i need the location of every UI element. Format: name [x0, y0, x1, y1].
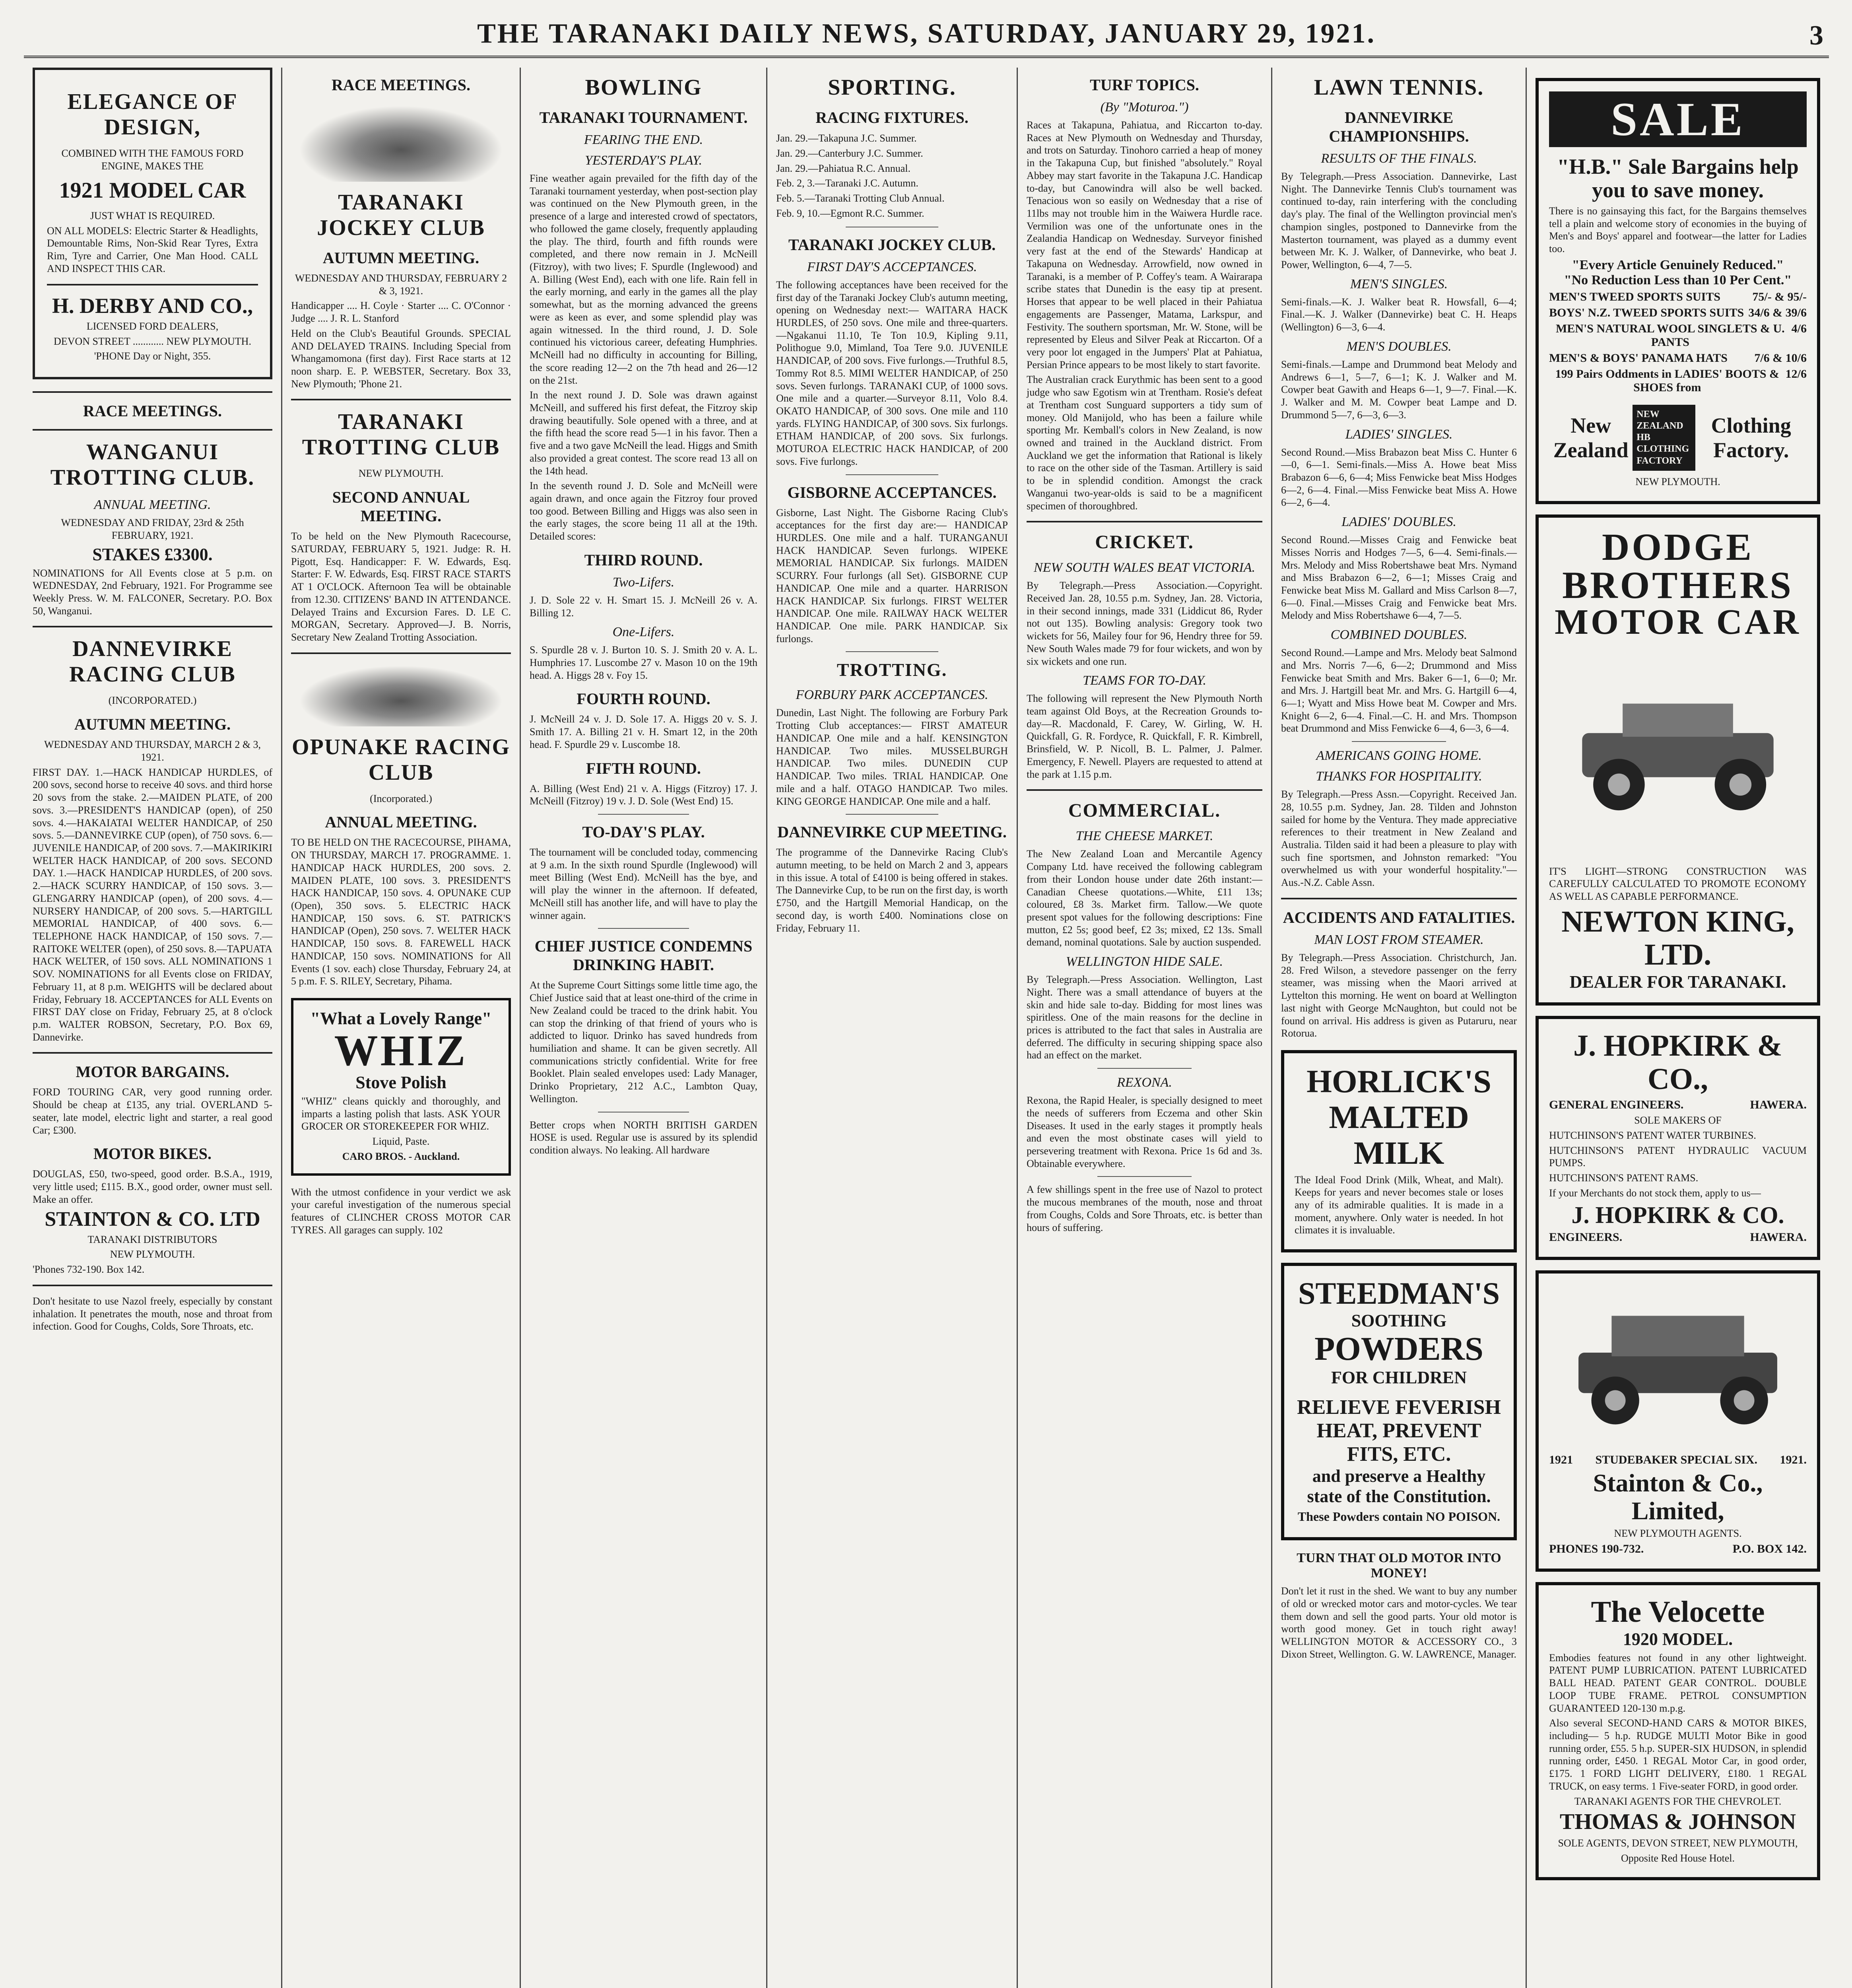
hb-sale-banner: SALE [1549, 91, 1807, 147]
list-item: HUTCHINSON'S PATENT HYDRAULIC VACUUM PUMPS. [1549, 1144, 1807, 1169]
velocette-agents: TARANAKI AGENTS FOR THE CHEVROLET. [1574, 1795, 1782, 1807]
turf-topics-title: TURF TOPICS. [1090, 76, 1199, 94]
hb-sale-headline: "H.B." Sale Bargains help you to save money. [1557, 155, 1799, 202]
garden-hose-text: Better crops when NORTH BRITISH GARDEN HOSE is used. Regular use is assured by its splendid condition always. No leaking. All hardware [530, 1119, 757, 1156]
hb-logo: NEW ZEALAND HB CLOTHING FACTORY [1633, 405, 1695, 471]
dodge-dealer-sub: DEALER FOR TARANAKI. [1569, 972, 1786, 992]
velocette-also: Also several SECOND-HAND CARS & MOTOR BIKES, including— 5 h.p. RUDGE MULTI Motor Bike in good running order, £55. 5 h.p. SUPER-SIX HUDSON, in splendid running order, £450. 1 REGAL Motor Car, in good order, £175. 1 FORD LIGHT DELIVERY, £180. 1 REGAL TRUCK, on easy terms. 1 Five-seater FORD, in good order. [1549, 1717, 1807, 1792]
tjc-title: TARANAKI JOCKEY CLUB [317, 190, 485, 240]
trotting-title: TROTTING. [837, 660, 947, 680]
dodge-dealer: NEWTON KING, LTD. [1561, 905, 1794, 972]
ladies-singles-title: LADIES' SINGLES. [1345, 427, 1453, 442]
list-item: Jan. 29.—Takapuna J.C. Summer. [776, 132, 917, 144]
mens-singles-title: MEN'S SINGLES. [1350, 276, 1448, 291]
opunake-engraving [291, 663, 511, 726]
scores-2: S. Spurdle 28 v. J. Burton 10. S. J. Smith 20 v. A. L. Humphries 17. Luscombe 27 v. Mason 10 on the 19th head. A. Higgs 28 v. Foy 15. [530, 644, 757, 681]
masthead-title: THE TARANAKI DAILY NEWS, SATURDAY, JANUARY 29, 1921. [477, 18, 1376, 49]
tjc-acceptances-body: The following acceptances have been received for the first day of the Taranaki Jockey Club's autumn meeting, opening on Wednesday next:— WAITARA HACK HURDLES, of 250 sovs. One mile and three-quarters.—Ngakanui 11.10, Te Ton 10.9, Kipling 9.11, Polithogue 9.0, Mimland, Toa Tere 9.0. JUVENILE HANDICAP, of 200 sovs. Five furlongs.—Truthful 8.5, Tommy Rot 8.5. MIMI WELTER HANDICAP, of 250 sovs. Seven furlongs. TARANAKI CUP, of 1000 sovs. One mile and a quarter.—Surveyor 8.11, Volo 8.4. OKATO HANDICAP, of 300 sovs. One mile and 110 yards. FLYING HANDICAP, of 300 sovs. Six furlongs. ETHAM HANDICAP, of 200 sovs. Six furlongs. MOTUROA ELECTRIC HACK HANDICAP, of 200 sovs. Five furlongs. [776, 279, 1008, 467]
opunake-meeting: ANNUAL MEETING. [325, 813, 477, 831]
derby-line3: ON ALL MODELS: Electric Starter & Headlights, Demountable Rims, Non-Skid Rear Tyres, Extra Rim, Tyre and Carrier, One Man Hood. CALL AND INSPECT THIS CAR. [47, 225, 258, 274]
bowling-body3: In the seventh round J. D. Sole and McNeill were again drawn, and once again the Fitzroy four proved too good. Between Billing and Higgs was also seen in the early stages, the score being 11 all at the 19th. Detailed scores: [530, 480, 757, 542]
horlicks-brand: HORLICK'S [1306, 1063, 1491, 1099]
list-item: Jan. 29.—Pahiatua R.C. Annual. [776, 162, 910, 174]
americans-sub: THANKS FOR HOSPITALITY. [1316, 769, 1482, 784]
derby-phone: 'PHONE Day or Night, 355. [94, 350, 211, 362]
hb-item-name: BOYS' N.Z. TWEED SPORTS SUITS [1549, 306, 1744, 319]
lawn-tennis-sub: DANNEVIRKE CHAMPIONSHIPS. [1329, 109, 1469, 145]
opunake-sub: (Incorporated.) [370, 792, 432, 804]
studebaker-ad [1536, 1270, 1820, 1572]
bowling-body2: In the next round J. D. Sole was drawn against McNeill, and suffered his first defeat, the Fitzroy skip drawing beautifully. Sole opened with a three, and at the fifth head the score read 5—1 in his favor. Then a five and a two gave McNeill the lead. Higgs and Smith also provided a great contest. The score read 13 all on the 14th head. [530, 389, 757, 477]
tjc-meeting: AUTUMN MEETING. [322, 249, 480, 267]
hb-item [1549, 306, 1807, 320]
lawn-tennis-title: LAWN TENNIS. [1314, 75, 1484, 100]
stude-year-left: 1921 [1549, 1453, 1573, 1466]
motor-bargains-title: MOTOR BARGAINS. [76, 1063, 229, 1081]
americans-title: AMERICANS GOING HOME. [1316, 748, 1482, 763]
steedmans-line3: These Powders contain NO POISON. [1297, 1509, 1501, 1524]
velocette-opposite: Opposite Red House Hotel. [1621, 1852, 1735, 1864]
hb-item-name: MEN'S TWEED SPORTS SUITS [1549, 290, 1721, 303]
whiz-product: Stove Polish [355, 1073, 446, 1092]
bowling-sub: TARANAKI TOURNAMENT. [539, 109, 748, 126]
tjc-body: Held on the Club's Beautiful Grounds. SPECIAL AND DELAYED TRAINS. Including Special from Whangamomona (first day). First Race starts at 12 noon sharp. E. P. WEBSTER, Secretary. Box 33, New Plymouth; 'Phone 21. [291, 327, 511, 390]
steedmans-product: POWDERS [1314, 1330, 1483, 1367]
steedmans-ad [1281, 1263, 1517, 1540]
hopkirk-town-2: HAWERA. [1750, 1230, 1807, 1244]
masthead [24, 12, 1829, 58]
velocette-brand: The Velocette [1591, 1595, 1765, 1629]
ttc-meeting: SECOND ANNUAL MEETING. [332, 488, 470, 525]
horlicks-ad [1281, 1050, 1517, 1252]
turf-topics-body: Races at Takapuna, Pahiatua, and Riccarton to-day. Races at New Plymouth on Wednesday and Thursday, and trots on Saturday. Tinohoro carried a heap of money in the Takapuna Cup, but finished "absolutely." Royal Abbey may start favorite in the Takapuna J.C. Handicap to-day, but Canowindra will also be well backed. Tenacious won so easily on Wednesday that a rise of 11lbs may not trouble him in the Waiwera Hurdle race. Vermilion was one of the unfortunate ones in the Zealandia Handicap on Wednesday. Surveyor finished very fast at the end of the Stewards' Handicap at Takapuna on Wednesday. Arrowfield, now owned in Taranaki, is a member of P. Coffey's team. A Wairarapa scribe states that Dunedin is the easy tip at present. Horses that appear to be well placed in their Pahiatua engagements are Passenger, Matama, Larkspur, and Festivity. The southern sportsman, Mr. W. Stone, will be represented by Eleus and Silver Peak at Riccarton. Of a very poor lot engaged in the Jumpers' Plat at Pahiatua, Persian Prince appears to be most likely to start favorite. [1027, 119, 1262, 371]
hopkirk-trade-2: ENGINEERS. [1549, 1230, 1623, 1244]
ladies-singles-body: Second Round.—Miss Brabazon beat Miss C. Hunter 6—0, 6—1. Semi-finals.—Miss A. Howe beat Miss Brabazon 6—6, 6—4; Miss Fenwicke beat Miss Hodges 6—2, 6—4. Final.—Miss Fenwicke beat Miss A. Howe 6—2, 6—4. [1281, 446, 1517, 509]
list-item: Jan. 29.—Canterbury J.C. Summer. [776, 147, 923, 159]
whiz-maker: CARO BROS. - Auckland. [342, 1150, 460, 1162]
hb-item-price: 75/- & 95/- [1752, 290, 1807, 303]
velocette-model: 1920 MODEL. [1623, 1629, 1733, 1649]
whiz-tagline: "What a Lovely Range" [310, 1009, 492, 1028]
list-item: HUTCHINSON'S PATENT WATER TURBINES. [1549, 1129, 1756, 1141]
steedmans-soothing: SOOTHING [1351, 1310, 1447, 1330]
hb-slogan-2: "No Reduction Less than 10 Per Cent." [1564, 272, 1792, 287]
clincher-tyres-text: With the utmost confidence in your verdict we ask your careful investigation of the numerous special features of CLINCHER CROSS MOTOR CAR TYRES. All garages can supply. 102 [291, 1186, 511, 1236]
hopkirk-town: HAWERA. [1750, 1098, 1807, 1112]
hb-slogan-1: "Every Article Genuinely Reduced." [1572, 257, 1784, 272]
results-title: RESULTS OF THE FINALS. [1321, 151, 1477, 166]
column-7 [1527, 68, 1829, 1988]
race-meetings-title-2: RACE MEETINGS. [332, 76, 470, 94]
turn-motor-title: TURN THAT OLD MOTOR INTO MONEY! [1297, 1551, 1501, 1581]
stude-phones: PHONES 190-732. [1549, 1542, 1644, 1556]
forbury-body: Dunedin, Last Night. The following are Forbury Park Trotting Club acceptances:— FIRST AMATEUR HANDICAP. One mile and a half. KENSINGTON HANDICAP. Two miles. MUSSELBURGH HANDICAP. Two miles. DUNEDIN CUP HANDICAP. Two miles. TRIAL HANDICAP. One mile and a half. OTAGO HANDICAP. Two miles. KING GEORGE HANDICAP. One mile and a half. [776, 707, 1008, 807]
hide-title: WELLINGTON HIDE SALE. [1066, 954, 1223, 969]
hb-sale-ad [1536, 78, 1820, 504]
cheese-title: THE CHEESE MARKET. [1075, 829, 1213, 844]
commercial-title: COMMERCIAL. [1068, 800, 1221, 821]
gisborne-title: GISBORNE ACCEPTANCES. [787, 483, 997, 501]
nazol-note: Don't hesitate to use Nazol freely, especially by constant inhalation. It penetrates the mouth, nose and throat from infection. Good for Coughs, Colds, Sore Throats, etc. [33, 1295, 272, 1332]
scores-4: A. Billing (West End) 21 v. A. Higgs (Fitzroy) 17. J. McNeill (Fitzroy) 19 v. J. D. Sole (West End) 15. [530, 782, 757, 807]
dodge-ad [1536, 514, 1820, 1006]
stude-box: P.O. BOX 142. [1732, 1542, 1807, 1556]
combined-doubles-title: COMBINED DOUBLES. [1330, 627, 1468, 643]
turf-topics-byline: (By "Moturoa.") [1100, 100, 1189, 115]
velocette-sole: SOLE AGENTS, DEVON STREET, NEW PLYMOUTH, [1558, 1837, 1798, 1849]
stainton-phone: 'Phones 732-190. Box 142. [33, 1264, 145, 1276]
tjc-acceptances-sub: FIRST DAY'S ACCEPTANCES. [807, 259, 977, 274]
cheese-body: The New Zealand Loan and Mercantile Agency Company Ltd. have received the following cablegram from their London house under date 26th instant:— Canadian Cheese quotations.—White, £11 13s; coloured, £8 3s. Market firm. Tallow.—We quote present spot values for the following descriptions: Fine mutton, £2 5s; good beef, £2 3s; mixed, £2 13s. Small demand, nominal quotations. Sale by auction suspended. [1027, 848, 1262, 948]
hopkirk-ad [1536, 1016, 1820, 1260]
sporting-title: SPORTING. [828, 75, 956, 100]
cricket-sub: NEW SOUTH WALES BEAT VICTORIA. [1033, 560, 1256, 575]
dannevirke-title: DANNEVIRKE RACING CLUB [69, 637, 236, 687]
hb-item [1549, 290, 1807, 304]
column-5 [1018, 68, 1272, 1988]
derby-headline: ELEGANCE OF DESIGN, [67, 89, 238, 140]
hopkirk-company-2: J. HOPKIRK & CO. [1571, 1202, 1784, 1228]
hb-footer-left: New Zealand [1553, 413, 1629, 462]
ladies-doubles-body: Second Round.—Misses Craig and Fenwicke beat Misses Norris and Hodges 7—5, 6—4. Semi-finals.—Mrs. Melody and Miss Robertshawe beat Mrs. Nymand and Miss Brabazon 6—2, 6—1; Misses Craig and Fenwicke beat Miss M. Gallard and Miss Carlson 8—7, 6—0. Final.—Misses Craig and Fenwicke beat Mrs. Melody and Miss Robertshawe 6—4, 7—5. [1281, 534, 1517, 621]
velocette-company: THOMAS & JOHNSON [1559, 1809, 1796, 1835]
teams-body: The following will represent the New Plymouth North team against Old Boys, at the Recreation Grounds to-day—R. Macdonald, F. Carey, W. Girling, W. H. Quickfall, G. R. Fordyce, R. Quickfall, F. R. Kimbrell, Brinsfield, W. P. Nicoll, B. L. Palmer, J. Palmer. Emergency, F. Newell. Players are requested to attend at the park at 1.15 p.m. [1027, 693, 1262, 780]
dodge-product: MOTOR CAR [1555, 602, 1801, 642]
tjc-dates: WEDNESDAY AND THURSDAY, FEBRUARY 2 & 3, 1921. [295, 272, 507, 297]
turf-topics-body2: The Australian crack Eurythmic has been sent to a good judge who saw Egotism win at Trentham. Rosie's defeat at Trentham cost Sunguard supporters a tidy sum of money. Old Manijold, who has been a failure while sporting Mr. Kemball's colors in New Zealand, is now owned and trained in the Auckland district. From Auckland we get the information that Rational is likely to race on the other side of the Tasman. Artillery is said to be in splendid condition. Amongst the crack Wanganui two-year-olds is said to be a magnificent specimen of thoroughbred. [1027, 374, 1262, 512]
derby-line2: JUST WHAT IS REQUIRED. [90, 210, 215, 222]
bowling-title: BOWLING [585, 75, 702, 100]
derby-line1: COMBINED WITH THE FAMOUS FORD ENGINE, MAKES THE [61, 148, 244, 172]
racing-fixtures-title: RACING FIXTURES. [815, 109, 969, 126]
hb-location: NEW PLYMOUTH. [1635, 476, 1720, 487]
ladies-doubles-title: LADIES' DOUBLES. [1341, 514, 1456, 530]
horlicks-product: MALTED MILK [1329, 1099, 1469, 1171]
accidents-sub: MAN LOST FROM STEAMER. [1314, 932, 1484, 947]
ttc-title: TARANAKI TROTTING CLUB [302, 410, 500, 460]
turn-motor-body: Don't let it rust in the shed. We want to buy any number of old or wrecked motor cars and motor-cycles. We tear them down and sell the good parts. Your old motor is worth good money. Get in touch right away! WELLINGTON MOTOR & ACCESSORY CO., 3 Dixon Street, Wellington. G. W. LAWRENCE, Manager. [1281, 1585, 1517, 1660]
motor-bargains-body: FORD TOURING CAR, very good running order. Should be cheap at £135, any trial. OVERLAND 5-seater, late model, electric light and starter, a real good Car; £300. [33, 1086, 272, 1136]
page-number: 3 [1809, 20, 1825, 51]
derby-licensed: LICENSED FORD DEALERS, [86, 320, 219, 332]
whiz-body: "WHIZ" cleans quickly and thoroughly, and imparts a lasting polish that lasts. ASK YOUR GROCER OR STOREKEEPER FOR WHIZ. [301, 1095, 501, 1132]
todays-play-body: The tournament will be concluded today, commencing at 9 a.m. In the sixth round Spurdle (Inglewood) will meet Billing (West End). McNeill has the bye, and will play the winner in the afternoon. If defeated, McNeill still has another life, and will have to play the winner again. [530, 846, 757, 921]
chief-justice-title: CHIEF JUSTICE CONDEMNS DRINKING HABIT. [534, 937, 753, 974]
lawn-body: By Telegraph.—Press Association. Dannevirke, Last Night. The Dannevirke Tennis Club's tournament was continued to-day, rain interfering with the concluding day's play. The final of the Wellington provincial men's champion singles, postponed to Dannevirke from the Masterton tournament, was played as a dummy event between Mr. K. J. Walker, of Dannevirke, who beat J. Power, Wellington, 6—4, 7—5. [1281, 171, 1517, 271]
rexona-body: Rexona, the Rapid Healer, is specially designed to meet the needs of sufferers from Eczema and other Skin Diseases. It used in the early stages it promptly heals and even the most obstinate cases will yield to persevering treatment with Rexona. Price 1s 6d and 3s. Obtainable everywhere. [1027, 1095, 1262, 1169]
hopkirk-company: J. HOPKIRK & CO., [1573, 1029, 1782, 1096]
derby-ad [33, 68, 272, 379]
mens-doubles-title: MEN'S DOUBLES. [1346, 339, 1452, 354]
steedmans-line2: and preserve a Healthy state of the Constitution. [1307, 1466, 1491, 1507]
stainton-location: NEW PLYMOUTH. [110, 1248, 195, 1260]
hide-body: By Telegraph.—Press Association. Wellington, Last Night. There was a small attendance of buyers at the skin and hide sale to-day. Bidding for most lines was spiritless. One of the main reasons for the decline in prices is attributed to the fact that sales in Australia are deferred. The difficulty in securing shipping space also had an effect on the market. [1027, 974, 1262, 1061]
bowling-h1: FEARING THE END. [584, 132, 703, 147]
hb-item-price: 34/6 & 39/6 [1748, 306, 1807, 319]
cricket-title: CRICKET. [1095, 532, 1194, 553]
mens-doubles-body: Semi-finals.—Lampe and Drummond beat Melody and Andrews 6—1, 5—7, 6—1; K. J. Walker and M. Cowper beat Gawith and Heaps 6—1, 9—7. Final.—K. J. Walker and M. M. Cowper beat Lampe and D. Drummond 5—7, 6—3, 6—3. [1281, 358, 1517, 421]
hb-item [1549, 322, 1807, 349]
motor-bikes-body: DOUGLAS, £50, two-speed, good order. B.S.A., 1919, very little used; £115. B.X., good order, owner must sell. Make an offer. [33, 1168, 272, 1205]
whiz-brand: WHIZ [334, 1026, 468, 1075]
accidents-body: By Telegraph.—Press Association. Christchurch, Jan. 28. Fred Wilson, a stevedore passenger on the ferry steamer, was missing when the Maori arrived at Lyttelton this morning. He went on board at Wellington last night with George McNaughton, but could not be found on arrival. His address is given as Putaruru, near Rotorua. [1281, 951, 1517, 1039]
stude-agents: NEW PLYMOUTH AGENTS. [1614, 1528, 1742, 1540]
stainton-distributors: TARANAKI DISTRIBUTORS [87, 1233, 217, 1245]
steedmans-line1: RELIEVE FEVERISH HEAT, PREVENT FITS, ETC. [1297, 1396, 1501, 1466]
dannevirke-dates: WEDNESDAY AND THURSDAY, MARCH 2 & 3, 1921. [44, 739, 261, 763]
stainton-company: STAINTON & CO. LTD [45, 1208, 260, 1231]
race-meetings-title: RACE MEETINGS. [83, 402, 222, 420]
hopkirk-note: If your Merchants do not stock them, apply to us— [1549, 1187, 1761, 1199]
list-item: Feb. 5.—Taranaki Trotting Club Annual. [776, 192, 945, 204]
velocette-body: Embodies features not found in any other lightweight. PATENT PUMP LUBRICATION. PATENT LUBRICATED BALL HEAD. PATENT GEAR CONTROL. DOUBLE LOOP TUBE FRAME. PETROL CONSUMPTION GUARANTEED 120-130 m.p.g. [1549, 1652, 1807, 1714]
tjc-officials: Handicapper .... H. Coyle · Starter .... C. O'Connor · Judge .... J. R. L. Stanford [291, 300, 511, 324]
hb-footer-right: Clothing Factory. [1711, 413, 1791, 462]
hb-item-name: MEN'S NATURAL WOOL SINGLETS & U. PANTS [1555, 322, 1785, 349]
scores-3: J. McNeill 24 v. J. D. Sole 17. A. Higgs 20 v. S. J. Smith 17. A. Billing 21 v. H. Smart 12, in the 20th head. F. Spurdle 29 v. Luscombe 18. [530, 713, 757, 750]
dannevirke-sub: (INCORPORATED.) [108, 695, 197, 707]
dodge-car-illustration [1549, 640, 1807, 863]
stude-dealer: Stainton & Co., Limited, [1593, 1468, 1763, 1525]
rexona-title: REXONA. [1117, 1075, 1172, 1090]
dannevirke-cup-body: The programme of the Dannevirke Racing Club's autumn meeting, to be held on March 2 and 3, appears in this issue. A total of £4100 is being offered in stakes. The Dannevirke Cup, to be run on the first day, is worth £750, and the Hartgill Memorial Handicap, on the second day, is worth £400. Nominations close on Friday, February 11. [776, 846, 1008, 934]
hopkirk-makers: SOLE MAKERS OF [1634, 1114, 1722, 1126]
hb-item-name: MEN'S & BOYS' PANAMA HATS [1549, 351, 1728, 365]
combined-doubles-body: Second Round.—Lampe and Mrs. Melody beat Salmond and Mrs. Norris 7—6, 6—2; Drummond and Miss Fenwicke beat Smith and Mrs. Baker 6—1, 6—0; Mr. and Mrs. J. Hartgill beat Mr. and Mrs. G. Hartgill 6—4, 6—1; Wyatt and Miss Howe beat M. Cowper and Mrs. Knight 6—2, 6—4. Final.—C. H. and Mrs. Thompson beat Drummond and Miss Fenwicke 6—4, 6—3, 6—4. [1281, 647, 1517, 734]
dodge-brand: DODGE BROTHERS [1562, 525, 1794, 606]
ttc-body: To be held on the New Plymouth Racecourse, SATURDAY, FEBRUARY 5, 1921. Judge: R. H. Pigott, Esq. Handicapper: F. W. Edwards, Esq. Starter: F. W. Edwards, Esq. FIRST RACE STARTS AT 1 O'CLOCK. Afternoon Tea will be obtainable from 12.30. CITIZENS' BAND IN ATTENDANCE. Delayed Trains and Excursion Fares. D. LE C. MORGAN, Secretary. Approved—J. B. Norris, Secretary New Zealand Trotting Association. [291, 530, 511, 643]
horse-race-engraving [291, 102, 511, 182]
fourth-round: FOURTH ROUND. [577, 690, 711, 708]
ttc-location: NEW PLYMOUTH. [358, 468, 444, 480]
studebaker-car-illustration [1549, 1284, 1807, 1451]
gisborne-body: Gisborne, Last Night. The Gisborne Racing Club's acceptances for the first day are:— HANDICAP HURDLES. One mile and a half. TURANGANUI HACK HANDICAP. Seven furlongs. WIPEKE MEMORIAL HANDICAP. Six furlongs. MAIDEN SCURRY. Four furlongs (all Set). GISBORNE CUP HANDICAP. One mile and a quarter. HARRISON HACK HANDICAP. Six furlongs. FIRST WELTER HANDICAP. One mile. RAILWAY HACK WELTER HANDICAP. One mile. PARK HANDICAP. Six furlongs. [776, 507, 1008, 645]
hb-item-price: 4/6 [1791, 322, 1807, 335]
hopkirk-trade: GENERAL ENGINEERS. [1549, 1098, 1684, 1112]
steedmans-brand: STEEDMAN'S [1298, 1276, 1500, 1311]
hb-item [1549, 367, 1807, 394]
column-4 [767, 68, 1018, 1988]
fixtures-list [776, 132, 1008, 220]
derby-company: H. DERBY AND CO., [52, 293, 253, 318]
dannevirke-meeting: AUTUMN MEETING. [74, 715, 231, 734]
whiz-forms: Liquid, Paste. [372, 1136, 430, 1147]
forbury-title: FORBURY PARK ACCEPTANCES. [796, 687, 988, 703]
dodge-tagline: IT'S LIGHT—STRONG CONSTRUCTION WAS CAREFULLY CALCULATED TO PROMOTE ECONOMY AS WELL AS CAPABLE PERFORMANCE. [1549, 865, 1807, 903]
wanganui-sub: ANNUAL MEETING. [94, 497, 211, 513]
hb-sale-body: There is no gainsaying this fact, for the Bargains themselves tell a plain and welcome story of economies in the buying of Men's and Boys' apparel and footwear—the latter for Ladies too. [1549, 205, 1807, 254]
column-3 [521, 68, 767, 1988]
opunake-title: OPUNAKE RACING CLUB [291, 734, 511, 785]
hb-item-price: 7/6 & 10/6 [1754, 351, 1807, 365]
mens-singles-body: Semi-finals.—K. J. Walker beat R. Howsfall, 6—4; Final.—K. J. Walker (Dannevirke) beat C. H. Heaps (Wellington) 6—3, 6—4. [1281, 296, 1517, 333]
bowling-h2: YESTERDAY'S PLAY. [584, 153, 703, 168]
stude-model: STUDEBAKER SPECIAL SIX. [1595, 1453, 1758, 1466]
nazol-text: A few shillings spent in the free use of Nazol to protect the mucous membranes of the mouth, nose and throat from Coughs, Colds and Sore Throats, etc. is better than hours of suffering. [1027, 1184, 1262, 1233]
wanganui-body: NOMINATIONS for All Events close at 5 p.m. on WEDNESDAY, 2nd February, 1921. For Programme see Weekly Press. W. M. FALCONER, Secretary. P.O. Box 50, Wanganui. [33, 567, 272, 617]
column-2 [282, 68, 521, 1988]
third-round: THIRD ROUND. [584, 551, 703, 569]
wanganui-dates: WEDNESDAY AND FRIDAY, 23rd & 25th FEBRUARY, 1921. [61, 517, 244, 541]
column-6 [1272, 68, 1527, 1988]
todays-play-title: TO-DAY'S PLAY. [582, 823, 705, 841]
list-item: HUTCHINSON'S PATENT RAMS. [1549, 1172, 1699, 1184]
list-item: Feb. 2, 3.—Taranaki J.C. Autumn. [776, 177, 918, 189]
horlicks-body: The Ideal Food Drink (Milk, Wheat, and Malt). Keeps for years and never becomes stale or loses any of its admirable qualities. It is made in a moment, anywhere. Only water is needed. In hot climates it is invaluable. [1295, 1174, 1503, 1236]
column-1 [24, 68, 282, 1988]
stude-year-right: 1921. [1780, 1453, 1807, 1466]
chief-justice-body: At the Supreme Court Sittings some little time ago, the Chief Justice said that at least one-third of the crime in New Zealand could be traced to the drink habit. You can stop the drinking of that friend of yours who is addicted to liquor. Drinko has saved hundreds from humiliation and shame. It can be given secretly. All communications strictly confidential. Write for free Booklet. Plain sealed envelopes used: Lady Manager, Drinko Proprietary, 212 A.C., Lambton Quay, Wellington. [530, 979, 757, 1105]
velocette-ad [1536, 1582, 1820, 1880]
derby-address: DEVON STREET ............ NEW PLYMOUTH. [54, 335, 251, 347]
one-lifers-1: One-Lifers. [612, 625, 675, 640]
hb-item-price: 12/6 [1785, 367, 1807, 381]
motor-bikes-title: MOTOR BIKES. [93, 1145, 212, 1163]
steedmans-for: FOR CHILDREN [1331, 1368, 1467, 1388]
derby-product: 1921 MODEL CAR [59, 178, 246, 203]
dannevirke-cup-title: DANNEVIRKE CUP MEETING. [777, 823, 1007, 841]
teams-title: TEAMS FOR TO-DAY. [1083, 673, 1206, 688]
two-lifers-1: Two-Lifers. [612, 575, 675, 590]
list-item: Feb. 9, 10.—Egmont R.C. Summer. [776, 207, 924, 219]
cricket-body: By Telegraph.—Press Association.—Copyright. Received Jan. 28, 10.55 p.m. Sydney, Jan. 28. Victoria, in their second innings, made 331 (Liddicut 86, Ryder not out 135). Bowling analysis: Gregory took two wickets for 56, Mailey four for 96, Hendry three for 59. New South Wales made 79 for four wickets, and won by six wickets and one run. [1027, 580, 1262, 667]
dannevirke-body: FIRST DAY. 1.—HACK HANDICAP HURDLES, of 200 sovs, second horse to receive 40 sovs. and third horse 20 sovs from the stake. 2.—MAIDEN PLATE, of 200 sovs. 3.—PRESIDENT'S HANDICAP (open), of 250 sovs. 4.—HAKAIATAI WELTER HANDICAP, of 250 sovs. 5.—DANNEVIRKE CUP (open), of 750 sovs. 6.—JUVENILE HANDICAP, of 200 sovs. 7.—MAKIRIKIRI WELTER HACK HANDICAP, of 200 sovs. SECOND DAY. 1.—HACK HANDICAP HURDLES, of 200 sovs. 2.—HACK SCURRY HANDICAP, of 150 sovs. 3.—GLENGARRY HANDICAP (open), of 200 sovs. 4.—NURSERY HANDICAP, of 200 sovs. 5.—HARTGILL MEMORIAL HANDICAP, of 400 sovs. 6.—TELEPHONE HACK HANDICAP, of 150 sovs. 7.—RAITOKE WELTER (open), of 250 sovs. 8.—TAPUATA HACK WELTER, of 150 sovs. ALL NOMINATIONS 1 SOV. NOMINATIONS for all Events close on FRIDAY, February 11, at 8 p.m. WEIGHTS will be declared about Friday, February 18. ACCEPTANCES for ALL Events on FIRST DAY close on Friday, February 25, at 8 o'clock p.m. WALTER ROBSON, Secretary, P.O. Box 69, Dannevirke. [33, 766, 272, 1043]
wanganui-title: WANGANUI TROTTING CLUB. [50, 440, 255, 490]
hb-item [1549, 351, 1807, 365]
americans-body: By Telegraph.—Press Assn.—Copyright. Received Jan. 28, 10.55 p.m. Sydney, Jan. 28. Tilden and Johnston sailed for home by the Ventura. They made appreciative references to their treatment in New Zealand and Australia. Tilden said it had been a pleasure to play with such fine sportsmen, and Johnston remarked: "You overwhelmed us with your wonderful hospitality."—Aus.-N.Z. Cable Assn. [1281, 788, 1517, 889]
hb-item-name: 199 Pairs Oddments in LADIES' BOOTS & SHOES from [1555, 367, 1780, 394]
scores-1: J. D. Sole 22 v. H. Smart 15. J. McNeill 26 v. A. Billing 12. [530, 594, 757, 619]
whiz-ad [291, 998, 511, 1176]
tjc-acceptances-title: TARANAKI JOCKEY CLUB. [788, 235, 996, 254]
opunake-body: TO BE HELD ON THE RACECOURSE, PIHAMA, ON THURSDAY, MARCH 17. PROGRAMME. 1. HANDICAP HACK HURDLES, 200 sovs. 2. MAIDEN PLATE, 100 sovs. 3. PRESIDENT'S HACK HANDICAP, 150 sovs. 4. OPUNAKE CUP (Open), 350 sovs. 5. ELECTRIC HACK HANDICAP, 150 sovs. 6. ST. PATRICK'S HANDICAP (Open), 250 sovs. 7. WELTER HACK HANDICAP, 150 sovs. 8. FAREWELL HACK HANDICAP, 150 sovs. NOMINATIONS for All Events (1 sov. each) close Thursday, February 24, at 5 p.m. F. S. RILEY, Secretary, Pihama. [291, 837, 511, 987]
wanganui-stakes: STAKES £3300. [92, 544, 213, 564]
bowling-body1: Fine weather again prevailed for the fifth day of the Taranaki tournament yesterday, when post-section play was continued on the New Plymouth green, in the presence of a large and interested crowd of spectators, who followed the game closely, frequently applauding the play. The third, fourth and fifth rounds were completed, and there now remain in J. McNeill (Fitzroy), with two lives; F. Spurdle (Inglewood) and A. Billing (West End), each with one life. Rain fell in the early morning, and early in the games all the play somewhat, but as the morning advanced the greens were as keen as ever, and some splendid play was again witnessed. In the third round, J. D. Sole continued his victorious career, defeating Humphries. McNeill had no difficulty in accounting for Billing, the score reading 12—2 on the 7th head and 26—12 on the 21st. [530, 173, 757, 386]
fifth-round: FIFTH ROUND. [586, 759, 701, 777]
accidents-title: ACCIDENTS AND FATALITIES. [1283, 908, 1515, 926]
